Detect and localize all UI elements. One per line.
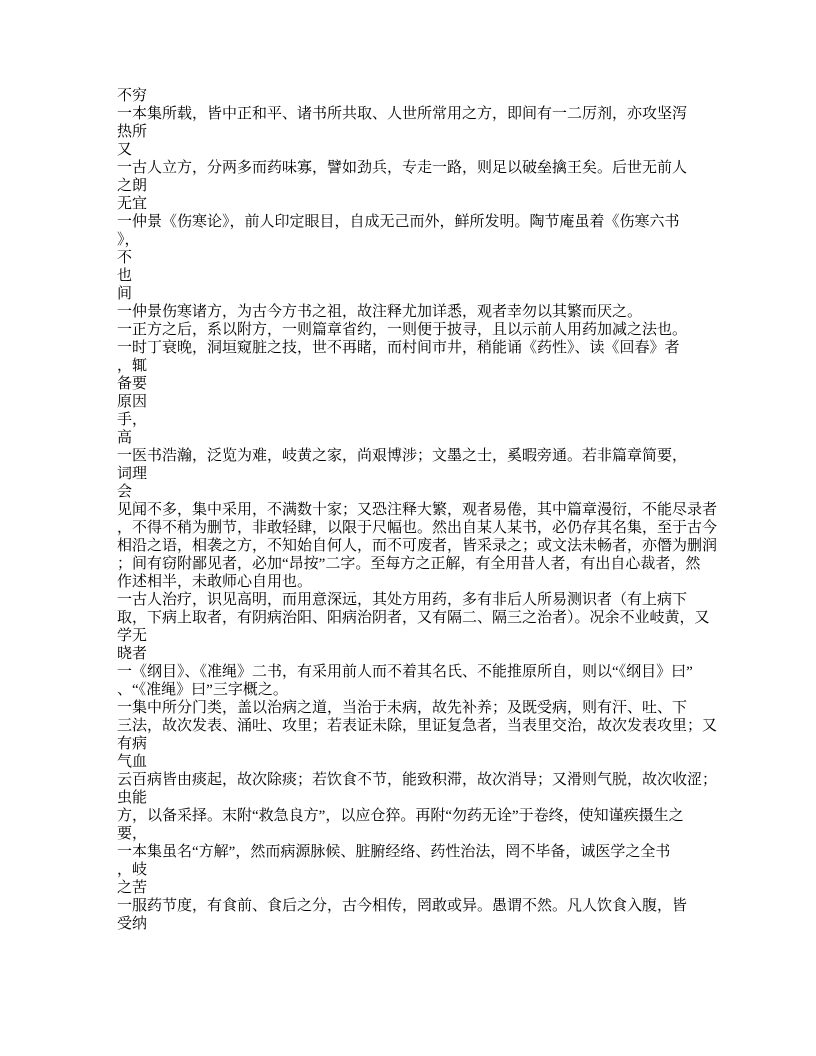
text-line: ；间有窃附鄙见者，必加“昂按”二字。至每方之正解，有全用昔人者，有出自心裁者，然 (117, 556, 701, 572)
text-line: 会 (117, 484, 133, 500)
text-line: 之苦 (117, 880, 148, 896)
text-line: 一仲景《伤寒论》，前人印定眼目，自成无己而外，鲜所发明。陶节庵虽着《伤寒六书 (117, 214, 680, 230)
text-line: 一仲景伤寒诸方，为古今方书之祖，故注释尤加详悉，观者幸勿以其繁而厌之。 (117, 304, 643, 320)
text-line: 又 (117, 142, 133, 158)
text-line: 虫能 (117, 790, 148, 806)
text-line: 高 (117, 430, 133, 446)
text-line: 词理 (117, 466, 148, 482)
text-line: 、“《准绳》曰”三字概之。 (117, 682, 288, 698)
text-line: 气血 (117, 754, 148, 770)
text-line: 取，下病上取者，有阴病治阳、阳病治阴者，又有隔二、隔三之治者）。况余不业岐黄，又 (117, 610, 710, 626)
text-line: 作述相半，未敢师心自用也。 (117, 574, 313, 590)
text-line: 原因 (117, 394, 148, 410)
text-line: 一本集所载，皆中正和平、诸书所共取、人世所常用之方，即间有一二厉剂，亦攻坚泻 (117, 106, 688, 122)
text-line: 一正方之后，系以附方，一则篇章省约，一则便于披寻，且以示前人用药加减之法也。 (117, 322, 688, 338)
text-line: 》， (117, 232, 140, 248)
text-line: 手， (117, 412, 148, 428)
text-line: 间 (117, 286, 133, 302)
text-line: 一本集虽名“方解”，然而病源脉候、脏腑经络、药性治法，罔不毕备，诚医学之全书 (117, 844, 671, 860)
text-line: 云百病皆由痰起，故次除痰；若饮食不节，能致积滞，故次消导；又滑则气脱，故次收涩； (117, 772, 718, 788)
text-line: 受纳 (117, 916, 148, 932)
text-line: 晓者 (117, 646, 148, 662)
text-line: 一服药节度，有食前、食后之分，古今相传，罔敢或异。愚谓不然。凡人饮食入腹，皆 (117, 898, 688, 914)
text-line: 方，以备采择。末附“救急良方”，以应仓猝。再附“勿药无诠”于卷终，使知谨疾摄生之 (117, 808, 684, 824)
text-block (117, 87, 767, 933)
text-line: 一时丁衰晚，洞垣窥脏之技，世不再睹，而村间市井，稍能诵《药性》、读《回春》者 (117, 340, 680, 356)
text-line: 备要 (117, 376, 148, 392)
text-line: 相沿之语，相袭之方，不知始自何人，而不可废者，皆采录之；或文法未畅者，亦僭为删润 (117, 538, 718, 554)
text-line: 一《纲目》、《准绳》二书，有采用前人而不着其名氏、不能推原所自，则以“《纲目》曰” (117, 664, 693, 680)
text-line: 无宜 (117, 196, 148, 212)
text-line: 三法，故次发表、涌吐、攻里；若表证未除，里证复急者，当表里交治，故次发表攻里；又 (117, 718, 718, 734)
text-line: 不 (117, 250, 133, 266)
text-line: 一集中所分门类，盖以治病之道，当治于未病，故先补养；及既受病，则有汗、吐、下 (117, 700, 688, 716)
text-line: 之朗 (117, 178, 148, 194)
text-line: 一医书浩瀚，泛览为难，岐黄之家，尚艰博涉；文墨之士，奚暇旁通。若非篇章简要， (117, 448, 688, 464)
text-line: 有病 (117, 736, 148, 752)
text-line: 热所 (117, 124, 148, 140)
text-line: 学无 (117, 628, 148, 644)
text-line: 不穷 (117, 88, 148, 104)
text-line: 一古人治疗，识见高明，而用意深远，其处方用药，多有非后人所易测识者（有上病下 (117, 592, 688, 608)
text-line: 见闻不多，集中采用，不满数十家；又恐注释大繁，观者易倦，其中篇章漫衍，不能尽录者 (117, 502, 718, 518)
text-line: ，不得不稍为删节，非敢轻肆，以限于尺幅也。然出自某人某书，必仍存其名集，至于古今 (117, 520, 718, 536)
text-line: 也 (117, 268, 133, 284)
text-line: ，岐 (117, 862, 148, 878)
text-line: ，辄 (117, 358, 148, 374)
text-line: 要， (117, 826, 148, 842)
text-line: 一古人立方，分两多而药味寡，譬如劲兵，专走一路，则足以破垒擒王矣。后世无前人 (117, 160, 688, 176)
